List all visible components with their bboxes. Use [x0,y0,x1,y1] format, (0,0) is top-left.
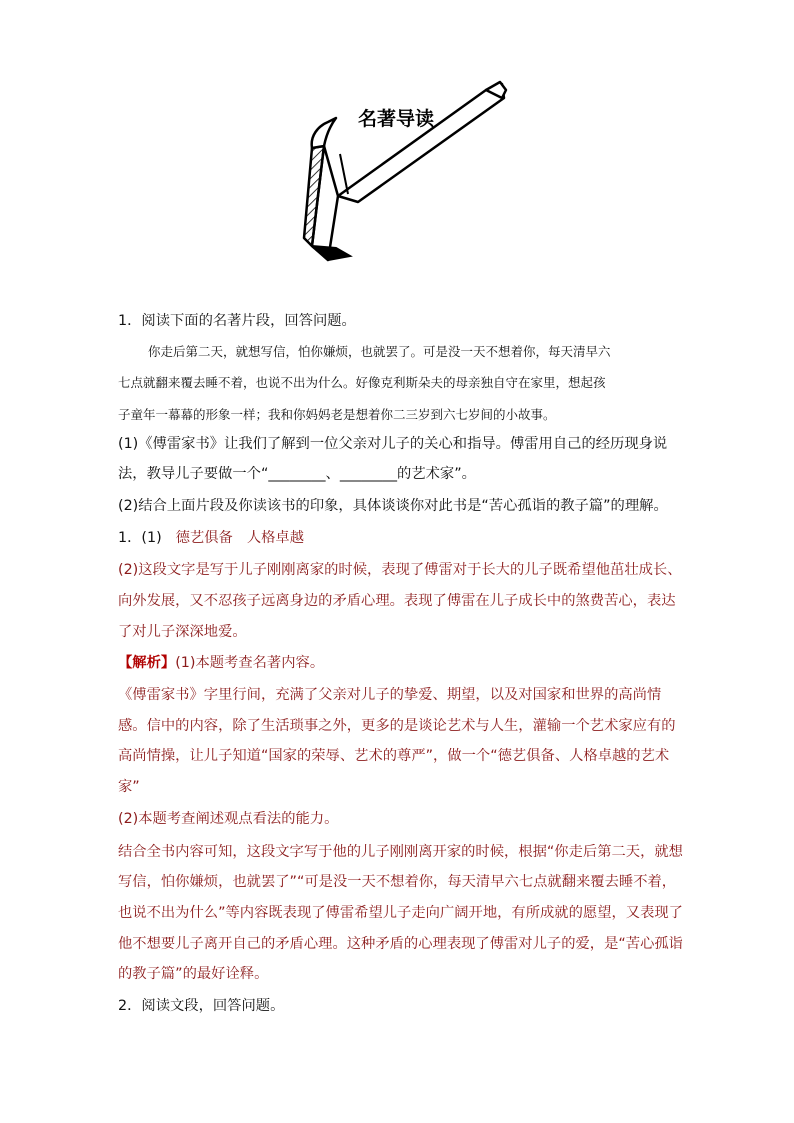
answer-value: 德艺俱备 [175,530,233,546]
sub-question-1: 法，教导儿子要做一个“________、________的艺术家”。 [118,466,476,482]
analysis-heading [118,653,324,673]
analysis-line: 感。信中的内容，除了生活琐事之外，更多的是谈论艺术与人生，灌输一个艺术家应有的 [118,718,676,734]
analysis-line: 他不想要儿子离开自己的矛盾心理。这种矛盾的心理表现了傅雷对儿子的爱，是“苦心孤诣 [118,936,683,952]
excerpt-line: 七点就翻来覆去睡不着，也说不出为什么。好像克利斯朵夫的母亲独自守在家里，想起孩 [118,375,606,390]
excerpt-line: 子童年一幕幕的形象一样；我和你妈妈老是想着你二三岁到六七岁间的小故事。 [118,407,556,422]
section-title: 名著导读 [358,108,435,130]
analysis-point-2: (2)本题考查阐述观点看法的能力。 [118,811,339,827]
answer-2-line: 向外发展，又不忍孩子远离身边的矛盾心理。表现了傅雷在儿子成长中的煞费苦心，表达 [118,593,676,609]
analysis-line: 结合全书内容可知，这段文字写于他的儿子刚刚离开家的时候，根据“你走后第二天，就想 [118,844,683,860]
excerpt-line: 你走后第二天，就想写信，怕你嫌烦，也就罢了。可是没一天不想着你，每天清早六 [148,344,611,359]
answer-2-line: 了对儿子深深地爱。 [118,624,247,640]
answer-2-line: (2)这段文字是写于儿子刚刚离家的时候，表现了傅雷对于长大的儿子既希望他茁壮成长、 [118,562,682,578]
analysis-line: 《傅雷家书》字里行间，充满了父亲对儿子的挚爱、期望，以及对国家和世界的高尚情 [118,687,662,703]
analysis-point-1: (1)本题考查名著内容。 [175,655,325,671]
answer-prefix: 1．(1) [118,530,162,546]
answer-value: 人格卓越 [246,530,305,546]
analysis-tag: 【解析】 [118,655,176,671]
question-1-stem: 1．阅读下面的名著片段，回答问题。 [118,313,356,329]
analysis-line: 也说不出为什么”等内容既表现了傅雷希望儿子走向广阔开地，有所成就的愿望，又表现了 [118,905,683,921]
question-2-stem: 2．阅读文段，回答问题。 [118,998,285,1014]
analysis-line: 写信，怕你嫌烦，也就罢了”“可是没一天不想着你，每天清早六七点就翻来覆去睡不着， [118,874,677,890]
answer-1 [118,528,304,548]
analysis-line: 高尚情操，让儿子知道“国家的荣辱、艺术的尊严”，做一个“德艺俱备、人格卓越的艺术 [118,748,670,764]
analysis-line: 家” [118,779,140,795]
sub-question-2: (2)结合上面片段及你读该书的印象，具体谈谈你对此书是“苦心孤诣的教子篇”的理解。 [118,498,668,514]
analysis-line: 的教子篇”的最好诠释。 [118,966,269,982]
sub-question-1: (1)《傅雷家书》让我们了解到一位父亲对儿子的关心和指导。傅雷用自己的经历现身说 [118,436,668,452]
